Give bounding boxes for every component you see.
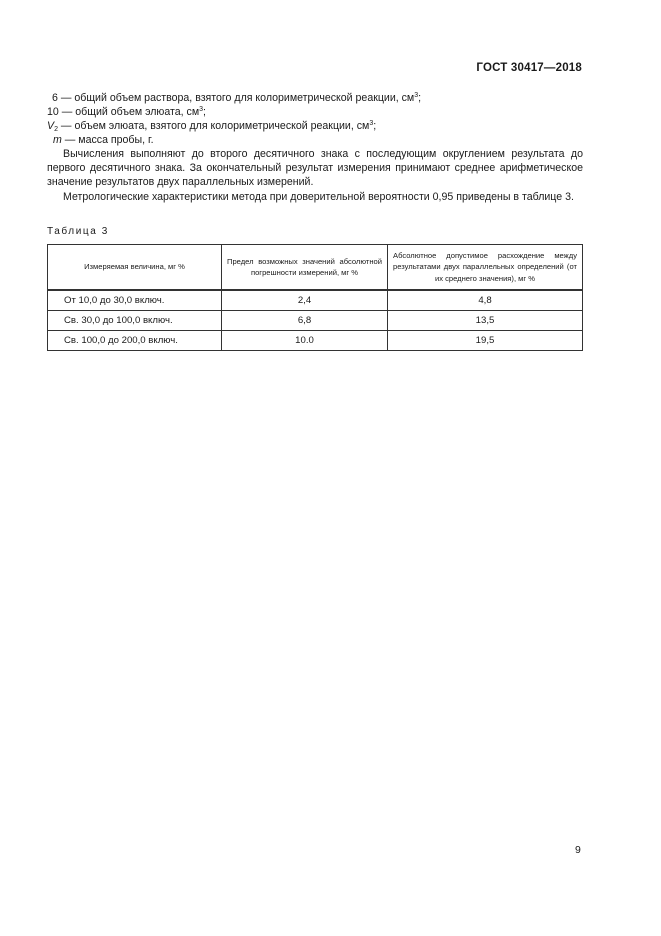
definition-symbol: 10 bbox=[47, 106, 59, 118]
symbol-subscript: 2 bbox=[54, 126, 58, 133]
page-number: 9 bbox=[575, 844, 581, 856]
cell-quantity-range: От 10,0 до 30,0 включ. bbox=[48, 290, 222, 311]
table-row bbox=[48, 311, 583, 331]
definition-tail: ; bbox=[203, 106, 206, 118]
document-body bbox=[47, 91, 583, 204]
definition-symbol: V bbox=[47, 120, 55, 132]
definition-text: — масса пробы, г. bbox=[61, 134, 154, 146]
definition-text: — общий объем раствора, взятого для колориметрической реакции, см bbox=[57, 92, 415, 104]
definition-line bbox=[47, 105, 583, 119]
definition-tail: ; bbox=[373, 120, 377, 132]
metrology-table bbox=[47, 244, 583, 351]
unit-superscript: 3 bbox=[369, 120, 374, 127]
definition-text: — объем элюата, взятого для колориметрической реакции, см bbox=[57, 120, 370, 132]
definition-symbol: 6 bbox=[52, 92, 58, 104]
cell-quantity-range: Св. 100,0 до 200,0 включ. bbox=[48, 331, 222, 351]
cell-error-limit: 6,8 bbox=[222, 311, 388, 331]
cell-discrepancy: 13,5 bbox=[388, 311, 583, 331]
cell-discrepancy: 19,5 bbox=[388, 331, 583, 351]
table-row bbox=[48, 290, 583, 311]
table-row bbox=[48, 331, 583, 351]
definition-line bbox=[47, 91, 583, 105]
definition-symbol: m bbox=[53, 134, 62, 146]
definition-text: — общий объем элюата, см bbox=[58, 106, 200, 118]
table-caption: Таблица 3 bbox=[47, 226, 109, 237]
paragraph-metrology: Метрологические характеристики метода при доверительной вероятности 0,95 приведены в таблице 3. bbox=[63, 191, 574, 203]
column-header-discrepancy: Абсолютное допустимое расхождение между результатами двух параллельных определений (от их среднего значения), мг % bbox=[388, 245, 583, 291]
cell-quantity-range: Св. 30,0 до 100,0 включ. bbox=[48, 311, 222, 331]
table-header-row bbox=[48, 245, 583, 291]
document-code: ГОСТ 30417—2018 bbox=[476, 62, 582, 74]
paragraph-calculation: Вычисления выполняют до второго десятичного знака с последующим округлением результата до первого десятичного знака. За окончательный результат измерения принимают среднее арифметическое значение результатов двух параллельных измерений. bbox=[47, 148, 583, 188]
unit-superscript: 3 bbox=[414, 92, 419, 99]
cell-error-limit: 10.0 bbox=[222, 331, 388, 351]
unit-superscript: 3 bbox=[199, 106, 204, 113]
definition-tail: ; bbox=[418, 92, 422, 104]
column-header-quantity: Измеряемая величина, мг % bbox=[48, 245, 222, 291]
definition-line bbox=[47, 133, 583, 147]
column-header-error-limit: Предел возможных значений абсолютной погрешности измерений, мг % bbox=[222, 245, 388, 291]
definition-line bbox=[47, 119, 583, 133]
cell-error-limit: 2,4 bbox=[222, 290, 388, 311]
cell-discrepancy: 4,8 bbox=[388, 290, 583, 311]
